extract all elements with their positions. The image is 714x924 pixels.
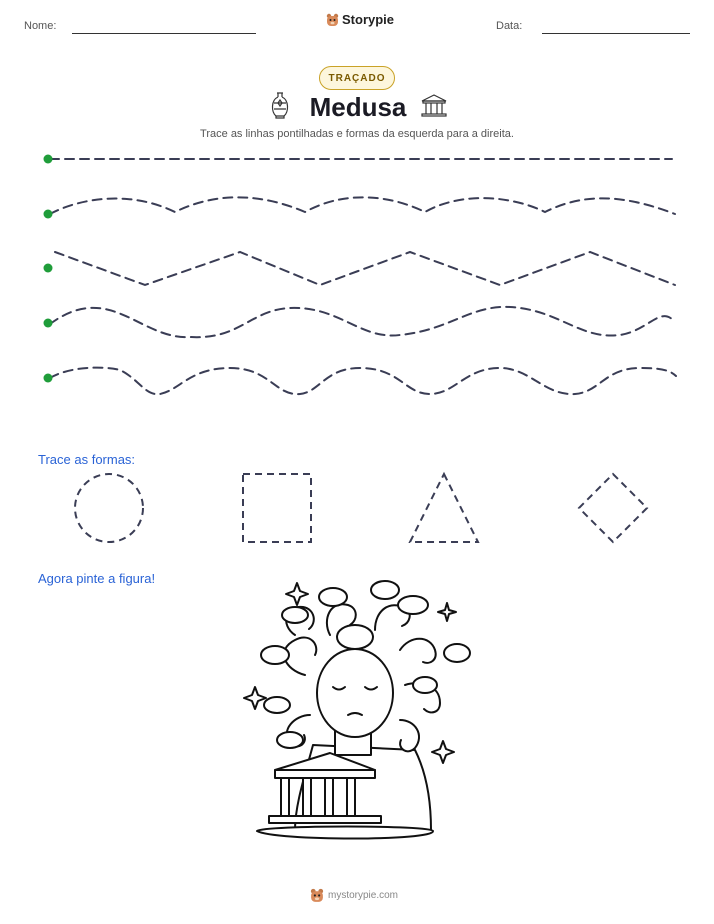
amphora-icon	[268, 90, 292, 120]
brand-logo	[326, 12, 394, 27]
date-label: Data:	[496, 20, 523, 32]
start-dot	[44, 319, 53, 328]
tracing-line-zigzag	[55, 252, 675, 285]
activity-badge: TRAÇADO	[319, 66, 395, 90]
page-title: Medusa	[309, 92, 407, 122]
bear-icon	[326, 13, 339, 27]
shapes-section-label: Trace as formas:	[38, 452, 136, 467]
tracing-line-wave-large	[50, 307, 675, 337]
tracing-lines[interactable]	[0, 140, 714, 400]
tracing-line-scallop	[50, 368, 676, 395]
name-line[interactable]	[72, 33, 256, 34]
start-dot	[44, 374, 53, 383]
shape-triangle	[410, 474, 478, 542]
shape-circle	[75, 474, 143, 542]
instructions: Trace as linhas pontilhadas e formas da esquerda para a direita.	[200, 128, 514, 140]
bear-icon	[310, 888, 324, 903]
shape-square	[243, 474, 311, 542]
color-section-label: Agora pinte a figura!	[38, 571, 156, 586]
tracing-shapes[interactable]	[0, 468, 714, 550]
footer-url[interactable]: mystorypie.com	[328, 890, 399, 901]
start-dot	[44, 210, 53, 219]
date-line[interactable]	[542, 33, 690, 34]
shape-diamond	[579, 474, 647, 542]
medusa-coloring-image[interactable]	[235, 575, 485, 845]
temple-icon	[420, 94, 448, 118]
start-dot	[44, 155, 53, 164]
name-label: Nome:	[24, 20, 57, 32]
start-dot	[44, 264, 53, 273]
footer	[310, 888, 398, 903]
brand-name: Storypie	[342, 12, 395, 27]
tracing-line-wave	[50, 197, 675, 214]
